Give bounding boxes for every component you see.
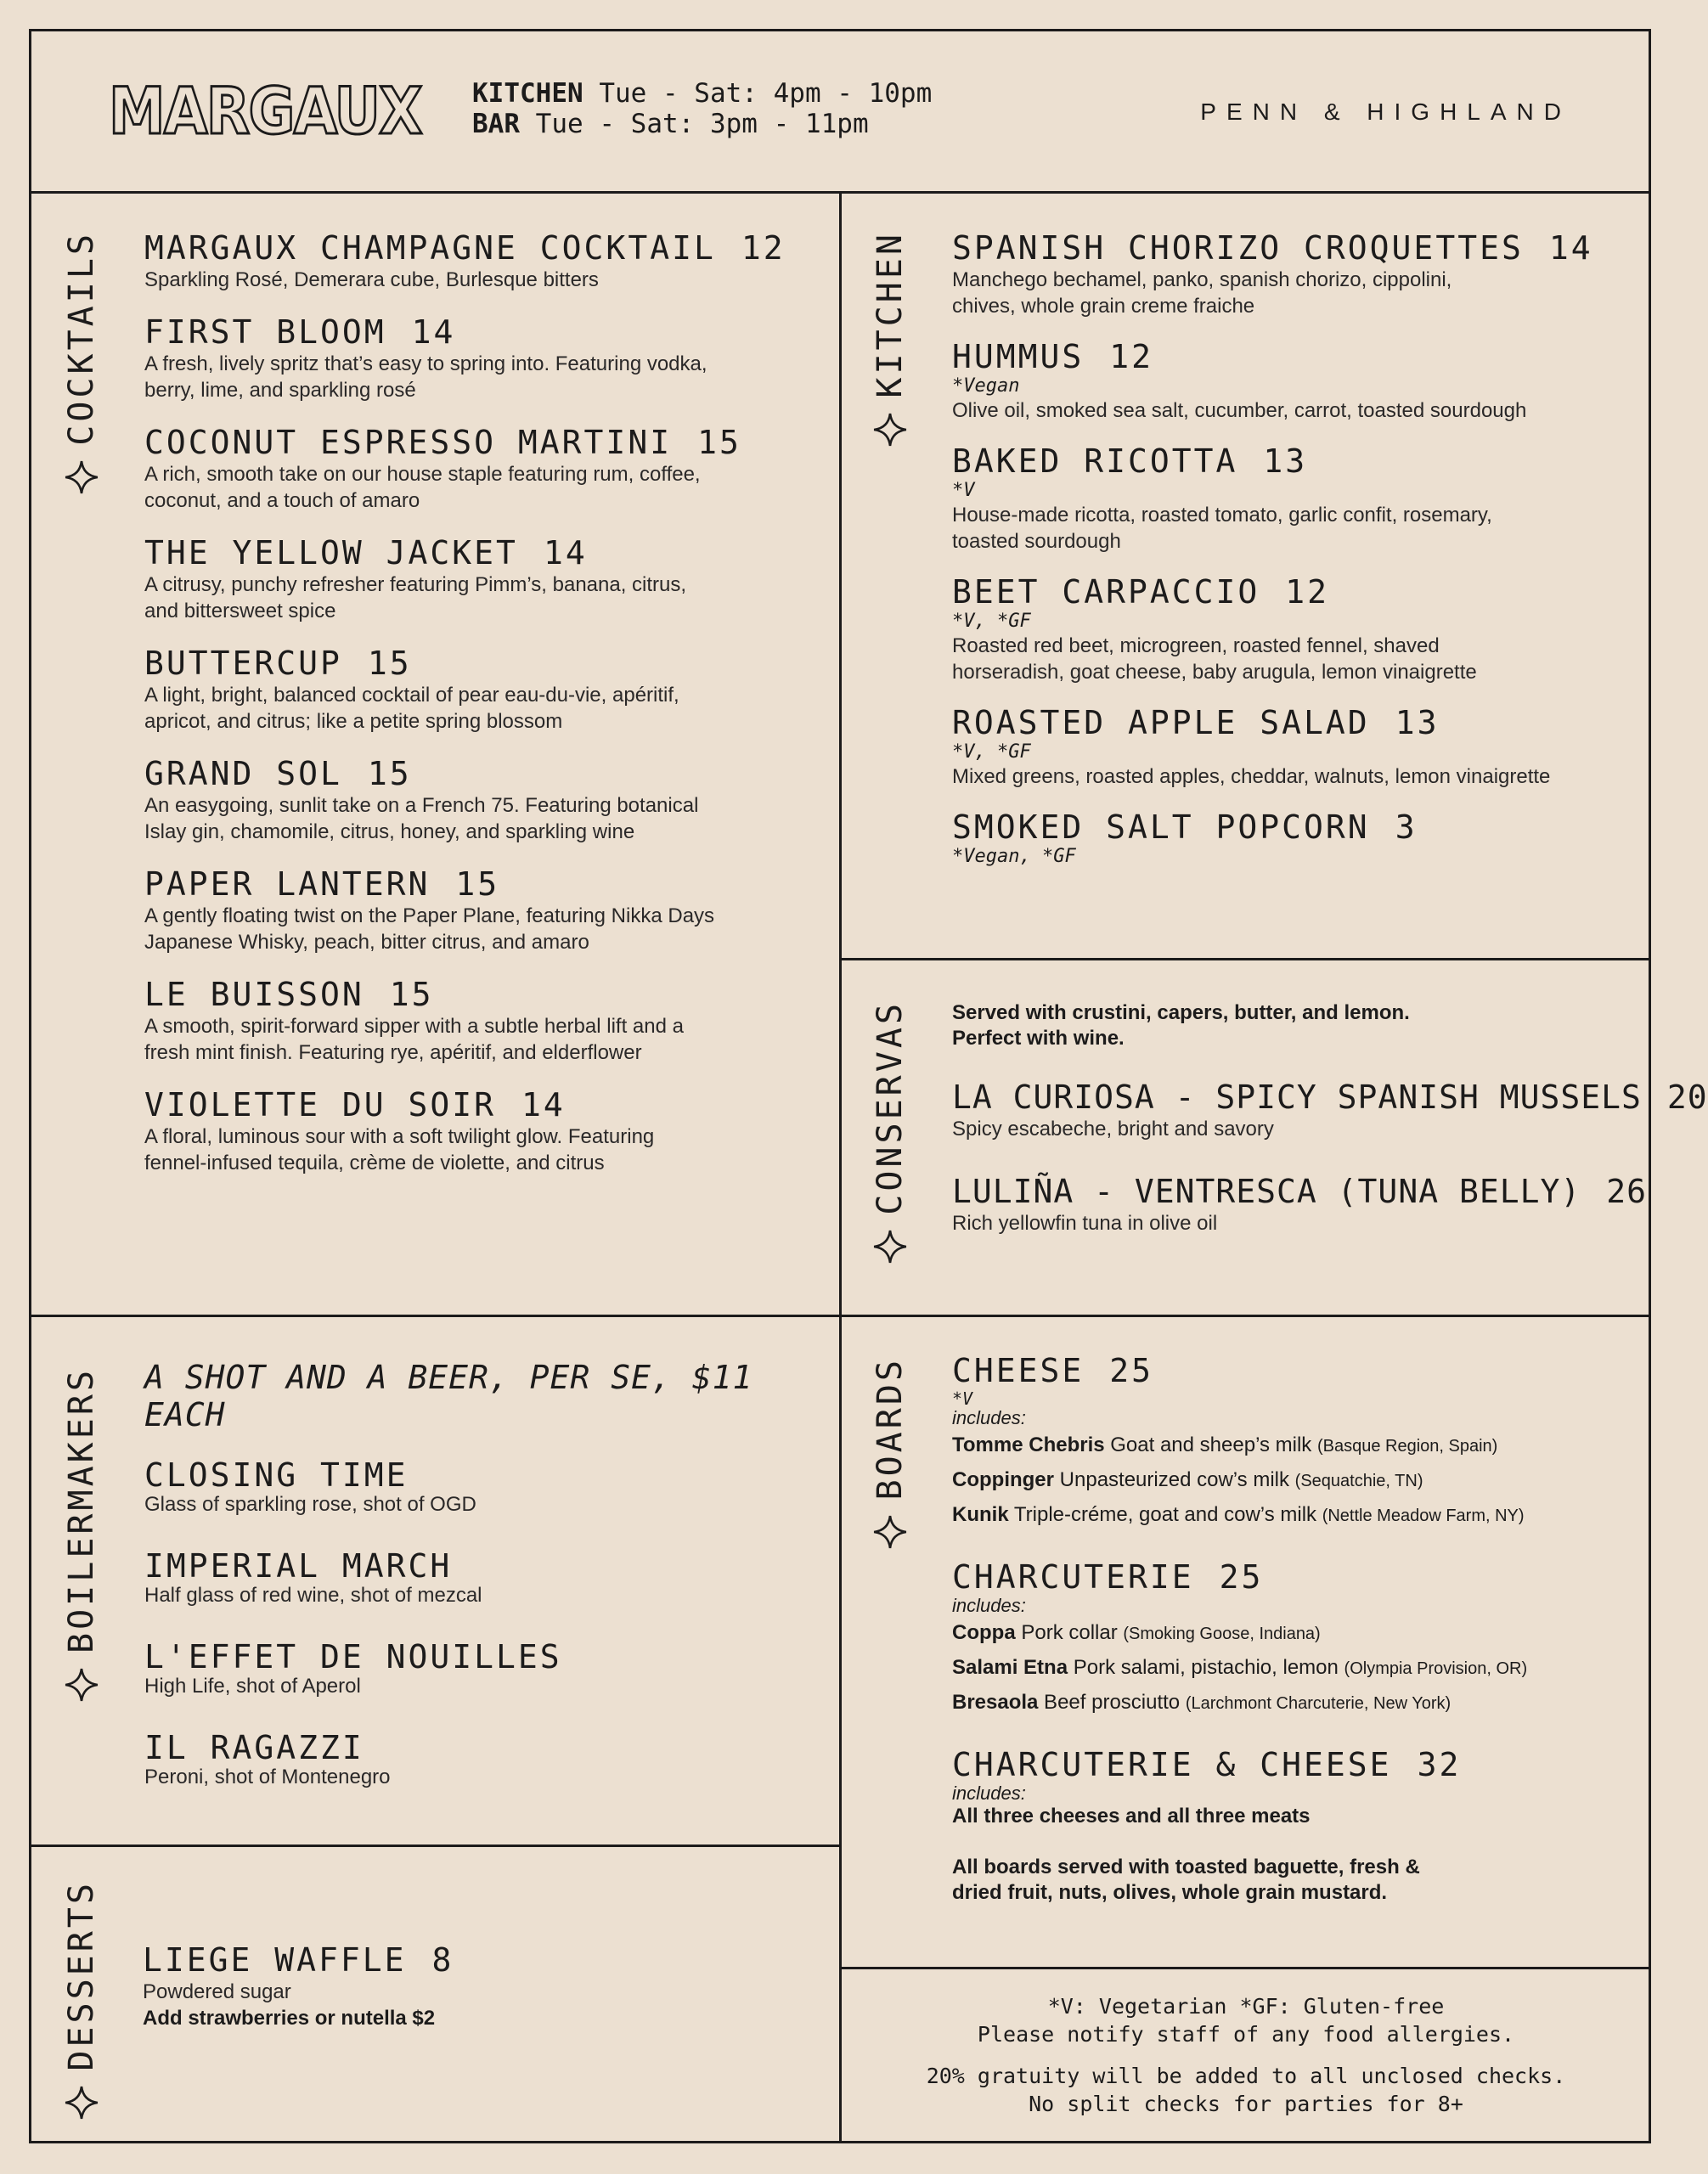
item-name: CHEESE (952, 1352, 1085, 1389)
menu-item (952, 1079, 1708, 1142)
item-description: chives, whole grain creme fraiche (952, 295, 1255, 318)
logo: MARGAUX (109, 73, 421, 149)
cocktails-list (144, 229, 824, 1176)
item-name: COCONUT ESPRESSO MARTINI (144, 424, 673, 461)
item-name: IL RAGAZZI (144, 1729, 364, 1766)
boards-note: dried fruit, nuts, olives, whole grain mustard. (952, 1881, 1388, 1904)
item-description: Mixed greens, roasted apples, cheddar, walnuts, lemon vinaigrette (952, 765, 1551, 788)
item-name: VIOLETTE DU SOIR (144, 1086, 497, 1124)
item-description: A floral, luminous sour with a soft twilight glow. Featuring (144, 1125, 655, 1148)
item-description: fresh mint finish. Featuring rye, apéritif, and elderflower (144, 1041, 642, 1064)
board-line: Coppinger Unpasteurized cow’s milk (Sequatchie, TN) (952, 1468, 1423, 1491)
item-description: toasted sourdough (952, 530, 1121, 553)
menu-item (952, 704, 1644, 790)
item-description: Japanese Whisky, peach, bitter citrus, and amaro (144, 931, 589, 954)
divider (29, 1845, 841, 1847)
item-price: 12 (1285, 573, 1330, 611)
menu-item (144, 1086, 824, 1176)
menu-item (144, 865, 824, 955)
bar-label: BAR (472, 109, 520, 139)
divider (29, 1315, 1651, 1317)
boards-label: BOARDS (865, 1357, 916, 1550)
menu-item (144, 976, 824, 1066)
item-description: A citrusy, punchy refresher featuring Pimm’s, banana, citrus, (144, 573, 687, 596)
diet-tag: *Vegan, *GF (952, 846, 1076, 867)
menu-item (144, 755, 824, 845)
menu-item (952, 1173, 1647, 1236)
includes-label: includes: (952, 1595, 1026, 1616)
conservas-list (952, 1000, 1708, 1236)
item-name: L'EFFET DE NOUILLES (144, 1638, 562, 1676)
menu-item (144, 313, 824, 403)
menu-item (952, 1746, 1644, 1829)
menu-item (952, 442, 1644, 555)
kitchen-hours: Tue - Sat: 4pm - 10pm (599, 78, 933, 109)
divider (839, 191, 842, 2143)
item-name: LIEGE WAFFLE (143, 1941, 407, 1979)
board-line: All three cheeses and all three meats (952, 1805, 1311, 1828)
item-description: A rich, smooth take on our house staple featuring rum, coffee, (144, 463, 701, 486)
desserts-label: DESSERTS (56, 1880, 107, 2120)
bar-hours: Tue - Sat: 3pm - 11pm (535, 109, 869, 139)
boilermakers-list (144, 1359, 824, 1790)
sparkle-icon (64, 1667, 99, 1703)
item-price: 13 (1263, 442, 1308, 480)
item-description: Islay gin, chamomile, citrus, honey, and sparkling wine (144, 820, 635, 843)
menu-item (144, 534, 824, 624)
item-name: CLOSING TIME (144, 1456, 409, 1494)
item-name: SPANISH CHORIZO CROQUETTES (952, 229, 1524, 267)
item-name: CHARCUTERIE (952, 1558, 1194, 1596)
kitchen-label: KITCHEN (472, 78, 583, 109)
opening-hours (472, 78, 932, 139)
menu-item (144, 1547, 824, 1608)
footer-line: No split checks for parties for 8+ (1029, 2092, 1463, 2116)
item-name: MARGAUX CHAMPAGNE COCKTAIL (144, 229, 716, 267)
item-price: 14 (543, 534, 588, 572)
item-price: 15 (367, 755, 412, 792)
boilermakers-tagline: A SHOT AND A BEER, PER SE, $11 EACH (144, 1359, 753, 1433)
footer-line: *V: Vegetarian *GF: Gluten-free (1047, 1994, 1445, 2019)
item-price: 15 (367, 645, 412, 682)
board-line: Tomme Chebris Goat and sheep’s milk (Basque Region, Spain) (952, 1433, 1498, 1456)
diet-tag: *Vegan (952, 375, 1020, 397)
item-description: A fresh, lively spritz that’s easy to spring into. Featuring vodka, (144, 352, 707, 375)
menu-item (143, 1941, 822, 2031)
item-description: apricot, and citrus; like a petite spring blossom (144, 710, 563, 733)
item-price: 3 (1395, 808, 1418, 846)
diet-tag: *V (952, 480, 975, 501)
board-line: Kunik Triple-créme, goat and cow’s milk (Nettle Meadow Farm, NY) (952, 1503, 1525, 1526)
item-name: ROASTED APPLE SALAD (952, 704, 1370, 741)
item-description: berry, lime, and sparkling rosé (144, 379, 416, 402)
item-price: 20 (1666, 1079, 1708, 1116)
sparkle-icon (64, 2085, 99, 2120)
item-name: LA CURIOSA - SPICY SPANISH MUSSELS (952, 1079, 1642, 1116)
item-price: 15 (455, 865, 500, 903)
item-description: High Life, shot of Aperol (144, 1675, 361, 1698)
divider (839, 1967, 1651, 1969)
item-name: FIRST BLOOM (144, 313, 386, 351)
menu-item (144, 1638, 824, 1699)
board-line: Salami Etna Pork salami, pistachio, lemon (Olympia Provision, OR) (952, 1656, 1528, 1679)
item-price: 25 (1219, 1558, 1264, 1596)
includes-label: includes: (952, 1407, 1026, 1428)
menu-item (144, 1456, 824, 1518)
item-name: HUMMUS (952, 338, 1085, 375)
item-name: PAPER LANTERN (144, 865, 431, 903)
menu-item (952, 338, 1644, 424)
item-description: A light, bright, balanced cocktail of pear eau-du-vie, apéritif, (144, 684, 679, 707)
sparkle-icon (64, 459, 99, 495)
item-description: fennel-infused tequila, crème de violette, and citrus (144, 1152, 605, 1174)
boilermakers-label: BOILERMAKERS (56, 1367, 107, 1703)
board-line: Coppa Pork collar (Smoking Goose, Indiana) (952, 1621, 1321, 1644)
item-price: 8 (431, 1941, 454, 1979)
includes-label: includes: (952, 1783, 1026, 1804)
conservas-intro: Perfect with wine. (952, 1027, 1125, 1050)
diet-tag: *V, *GF (952, 611, 1031, 632)
menu-item (952, 808, 1644, 868)
item-description: Powdered sugar (143, 1980, 291, 2003)
menu-item (952, 1352, 1644, 1533)
conservas-intro: Served with crustini, capers, butter, and lemon. (952, 1001, 1410, 1024)
menu-item (952, 229, 1644, 319)
item-addon: Add strawberries or nutella $2 (143, 2007, 436, 2030)
item-description: A smooth, spirit-forward sipper with a subtle herbal lift and a (144, 1015, 684, 1038)
item-description: Manchego bechamel, panko, spanish chorizo, cippolini, (952, 268, 1452, 291)
divider (839, 958, 1651, 960)
board-line: Bresaola Beef prosciutto (Larchmont Charcuterie, New York) (952, 1691, 1452, 1714)
footer-line: 20% gratuity will be added to all unclosed checks. (926, 2064, 1566, 2088)
boards-note: All boards served with toasted baguette, fresh & (952, 1856, 1420, 1878)
item-name: IMPERIAL MARCH (144, 1547, 453, 1585)
footer-notes (841, 1992, 1651, 2118)
item-price: 32 (1417, 1746, 1462, 1783)
item-price: 13 (1395, 704, 1440, 741)
item-name: LE BUISSON (144, 976, 364, 1013)
sparkle-icon (872, 1514, 908, 1550)
cocktails-label: COCKTAILS (56, 231, 107, 495)
location: PENN & HIGHLAND (1200, 99, 1571, 125)
item-description: Peroni, shot of Montenegro (144, 1766, 391, 1788)
item-description: Olive oil, smoked sea salt, cucumber, carrot, toasted sourdough (952, 399, 1527, 422)
diet-tag: *V (952, 1388, 973, 1409)
item-description: Half glass of red wine, shot of mezcal (144, 1584, 482, 1607)
kitchen-label: KITCHEN (865, 231, 916, 448)
item-description: Spicy escabeche, bright and savory (952, 1118, 1274, 1141)
item-price: 25 (1109, 1352, 1154, 1389)
item-description: Sparkling Rosé, Demerara cube, Burlesque bitters (144, 268, 599, 291)
item-name: BAKED RICOTTA (952, 442, 1238, 480)
item-description: An easygoing, sunlit take on a French 75. Featuring botanical (144, 794, 699, 817)
item-name: BEET CARPACCIO (952, 573, 1260, 611)
item-price: 14 (521, 1086, 566, 1124)
item-description: coconut, and a touch of amaro (144, 489, 420, 512)
menu-item (144, 424, 824, 514)
item-price: 14 (1548, 229, 1593, 267)
sparkle-icon (872, 1229, 908, 1264)
item-description: and bittersweet spice (144, 600, 336, 622)
item-description: Glass of sparkling rose, shot of OGD (144, 1493, 476, 1516)
item-description: A gently floating twist on the Paper Plane, featuring Nikka Days (144, 904, 715, 927)
item-description: Roasted red beet, microgreen, roasted fennel, shaved (952, 634, 1440, 657)
item-price: 12 (741, 229, 786, 267)
conservas-label: CONSERVAS (865, 1000, 916, 1264)
menu-item (952, 573, 1644, 685)
sparkle-icon (872, 412, 908, 448)
item-name: THE YELLOW JACKET (144, 534, 518, 572)
boards-list (952, 1352, 1644, 1906)
item-price: 14 (411, 313, 456, 351)
menu-item (144, 229, 824, 293)
item-description: House-made ricotta, roasted tomato, garlic confit, rosemary, (952, 504, 1492, 527)
kitchen-list (952, 229, 1644, 868)
item-name: LULIÑA - VENTRESCA (TUNA BELLY) (952, 1173, 1581, 1210)
item-price: 15 (389, 976, 434, 1013)
menu-item (144, 1729, 824, 1790)
item-price: 15 (697, 424, 741, 461)
item-name: BUTTERCUP (144, 645, 342, 682)
item-price: 26 (1606, 1173, 1647, 1210)
item-price: 12 (1109, 338, 1154, 375)
item-name: GRAND SOL (144, 755, 342, 792)
desserts-list (143, 1941, 822, 2031)
menu-item (144, 645, 824, 735)
item-name: CHARCUTERIE & CHEESE (952, 1746, 1392, 1783)
item-name: SMOKED SALT POPCORN (952, 808, 1370, 846)
footer-line: Please notify staff of any food allergies. (977, 2022, 1515, 2047)
menu-item (952, 1558, 1644, 1721)
diet-tag: *V, *GF (952, 741, 1031, 763)
item-description: horseradish, goat cheese, baby arugula, lemon vinaigrette (952, 661, 1477, 684)
item-description: Rich yellowfin tuna in olive oil (952, 1212, 1218, 1235)
